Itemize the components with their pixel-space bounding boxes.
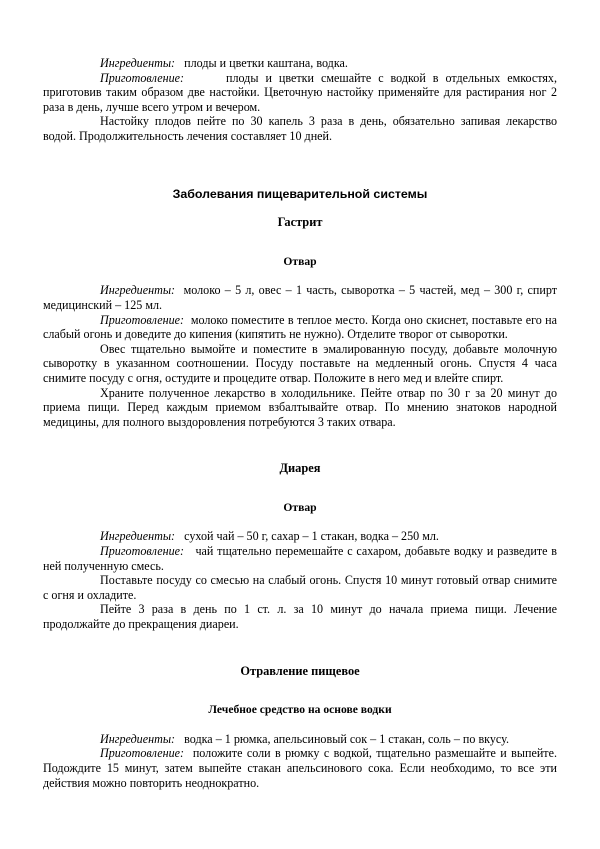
ingredients-label: Ингредиенты: [100,529,176,544]
ingredients-text: молоко – 5 л, овес – 1 часть, сыворотка – 5 частей, мед – 300 г, спирт медицинский – 125 мл. [43,283,558,312]
poisoning-subtitle: Лечебное средство на основе водки [208,703,392,717]
gastritis-preparation [43,313,557,342]
poisoning-preparation [43,746,557,790]
gastritis-subtitle: Отвар [283,254,317,268]
gastritis-block [43,283,557,429]
gastritis-title: Гастрит [277,215,323,230]
ingredients-label: Ингредиенты: [100,731,176,746]
section-title: Заболевания пищеварительной системы [172,186,428,201]
ingredients-label: Ингредиенты: [100,283,176,298]
intro-block [43,56,557,144]
ingredients-text: сухой чай – 50 г, сахар – 1 стакан, водка – 250 мл. [184,529,439,544]
intro-ingredients [43,56,557,71]
diarrhea-block [43,529,557,631]
poisoning-title: Отравление пищевое [240,663,360,678]
preparation-text: молоко поместите в теплое место. Когда оно скиснет, поставьте его на слабый огонь и доведите до кипения (кипятить не нужно). Отделите творог от сыворотки. [43,312,558,342]
preparation-label: Приготовление: [100,544,185,559]
ingredients-text: водка – 1 рюмка, апельсиновый сок – 1 стакан, соль – по вкусу. [184,731,509,746]
gastritis-step-3: Храните полученное лекарство в холодильнике. Пейте отвар по 30 г за 20 минут до приема пищи. Перед каждым приемом взбалтывайте отвар. По мнению знатоков народной медицины, для полного выздоровления потребуются 3 таких отвара. [43,385,557,429]
preparation-label: Приготовление: [100,70,185,85]
gastritis-ingredients [43,283,557,312]
preparation-text: чай тщательно перемешайте с сахаром, добавьте водку и разведите в ней полученную смесь. [43,544,557,573]
preparation-text: положите соли в рюмку с водкой, тщательно размешайте и выпейте. Подождите 15 минут, затем выпейте стакан апельсинового сока. Если необходимо, то все эти действия можно повторить неоднократно. [43,746,557,790]
diarrhea-preparation [43,544,557,573]
poisoning-ingredients [43,732,557,747]
poisoning-block [43,732,557,790]
preparation-text: плоды и цветки смешайте с водкой в отдельных емкостях, приготовив таким образом две настойки. Цветочную настойку применяйте для растирания ног 2 раза в день, лучше всего утром и вечером. [43,70,557,114]
preparation-label: Приготовление: [100,746,185,761]
ingredients-label: Ингредиенты: [100,56,176,70]
diarrhea-ingredients [43,529,557,544]
diarrhea-subtitle: Отвар [283,500,317,514]
gastritis-step-2: Овес тщательно вымойте и поместите в эмалированную посуду, добавьте молочную сыворотку в указанном соотношении. Посуду поставьте на медленный огонь. Спустя 4 часа снимите посуду с огня, остудите и процедите отвар. Положите в него мед и влейте спирт. [43,341,557,385]
diarrhea-step-3: Пейте 3 раза в день по 1 ст. л. за 10 минут до начала приема пищи. Лечение продолжайте до прекращения диареи. [43,602,557,632]
intro-preparation [43,71,557,115]
diarrhea-step-2: Поставьте посуду со смесью на слабый огонь. Спустя 10 минут готовый отвар снимите с огня и охладите. [43,573,557,602]
intro-usage: Настойку плодов пейте по 30 капель 3 раза в день, обязательно запивая лекарство водой. Продолжительность лечения составляет 10 дней. [43,114,557,143]
ingredients-text: плоды и цветки каштана, водка. [184,56,348,70]
diarrhea-title: Диарея [279,461,321,476]
preparation-label: Приготовление: [100,312,185,327]
